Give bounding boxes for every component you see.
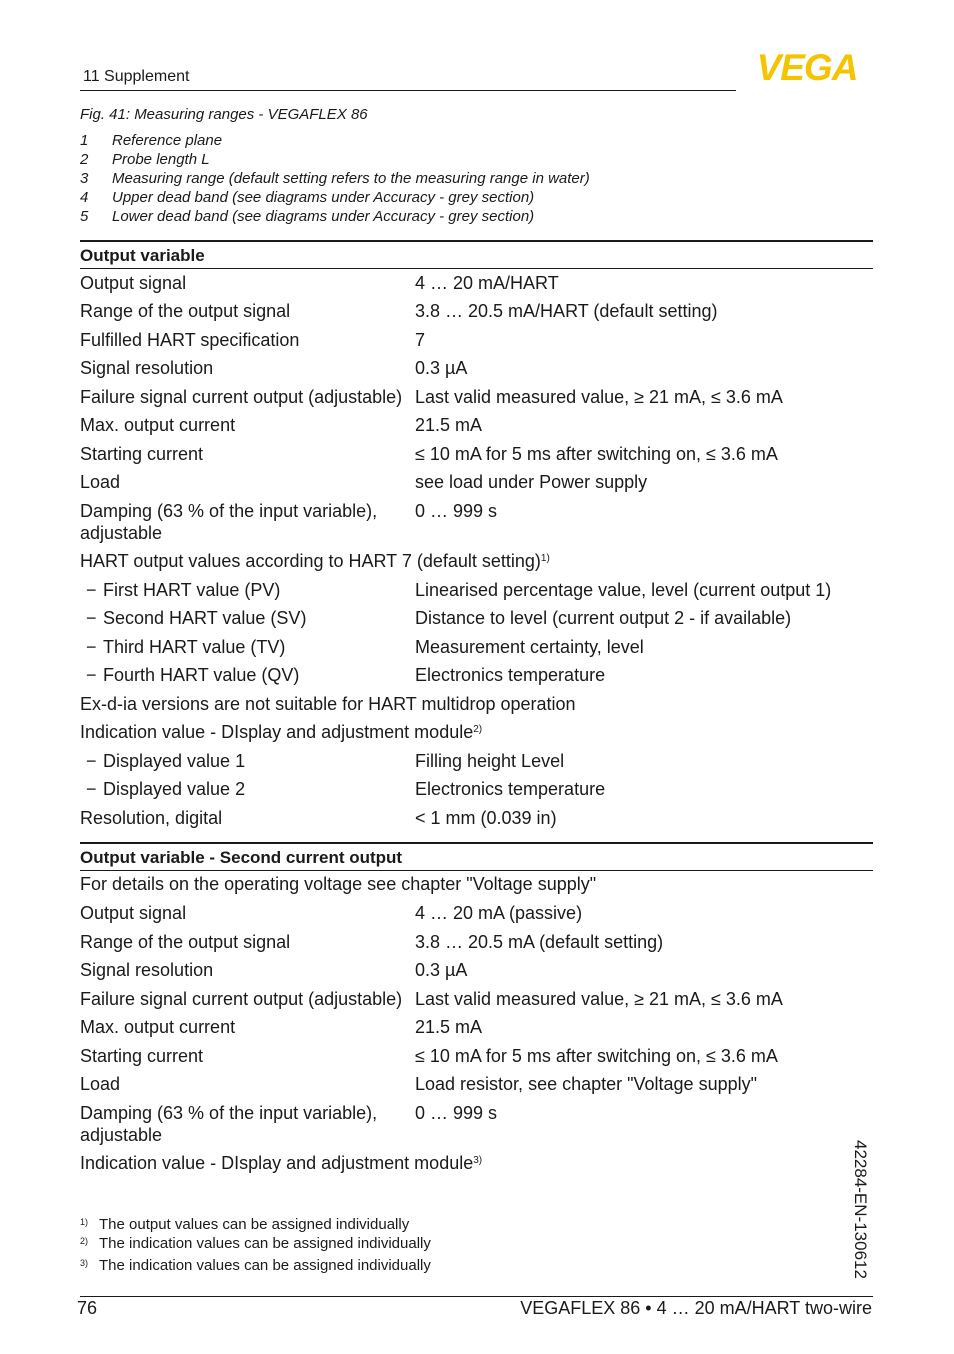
spec-label: First HART value (PV) [103,580,281,600]
footnote [80,1257,431,1274]
spec-value: 21.5 mA [415,1017,483,1037]
footnote [80,1235,431,1252]
footnote-text: The indication values can be assigned individually [99,1235,431,1252]
section-header: 11 Supplement [83,68,190,85]
spec-subheading-text [80,1152,482,1174]
figure-caption: Fig. 41: Measuring ranges - VEGAFLEX 86 [80,106,368,123]
spec-label: adjustable [80,1125,163,1145]
legend-number: 4 [80,189,89,206]
spec-value: 4 … 20 mA (passive) [415,903,583,923]
dash-bullet: − [86,751,97,771]
spec-label: Second HART value (SV) [103,608,307,628]
legend-item [80,150,590,169]
spec-value: Filling height Level [415,751,565,771]
hart-heading: HART output values according to HART 7 (default setting) [80,551,541,571]
dash-bullet: − [86,608,97,628]
dash-bullet: − [86,779,97,799]
spec-value: 4 … 20 mA/HART [415,273,559,293]
spec-label: Output signal [80,903,187,923]
dash-bullet: − [86,637,97,657]
vega-logo-text: VEGA [756,50,858,84]
spec-subheading-text [80,721,482,743]
spec-label: Output signal [80,273,187,293]
section-title-second-current-output: Output variable - Second current output [80,842,873,871]
spec-label: Displayed value 2 [103,779,246,799]
document-code: 42284-EN-130612 [851,1140,870,1279]
spec-label: Third HART value (TV) [103,637,286,657]
footnote-mark: 3) [80,1258,89,1268]
spec-value: see load under Power supply [415,472,648,492]
spec-label: Signal resolution [80,960,214,980]
spec-value: 0.3 µA [415,358,468,378]
spec-value: 0 … 999 s [415,501,498,521]
footnote [80,1216,409,1233]
figure-legend [80,131,590,226]
spec-value: Load resistor, see chapter "Voltage supply" [415,1074,757,1094]
header-rule [80,90,736,91]
spec-label: adjustable [80,523,163,543]
footer-rule [80,1296,873,1297]
footnote-mark: 1) [80,1217,89,1227]
legend-number: 2 [80,151,89,168]
legend-number: 3 [80,170,89,187]
spec-value: Measurement certainty, level [415,637,644,657]
spec-value: 0.3 µA [415,960,468,980]
indication-heading: Indication value - DIsplay and adjustment module [80,1153,474,1173]
indication-heading: Indication value - DIsplay and adjustment module [80,722,474,742]
spec-label: Displayed value 1 [103,751,246,771]
legend-text: Measuring range (default setting refers to the measuring range in water) [112,170,590,187]
spec-label: Range of the output signal [80,301,291,321]
dash-bullet: − [86,580,97,600]
spec-value: < 1 mm (0.039 in) [415,808,557,828]
spec-label: Signal resolution [80,358,214,378]
spec-label: Starting current [80,1046,204,1066]
spec-value: 3.8 … 20.5 mA (default setting) [415,932,664,952]
page-number: 76 [77,1298,98,1318]
spec-label: Damping (63 % of the input variable), [80,1103,378,1123]
spec-value: Electronics temperature [415,779,606,799]
spec-label: Failure signal current output (adjustable) [80,989,403,1009]
voltage-note: For details on the operating voltage see chapter "Voltage supply" [80,874,597,894]
spec-value: ≤ 10 mA for 5 ms after switching on, ≤ 3.6 mA [415,1046,778,1066]
spec-label: Max. output current [80,1017,236,1037]
section-title-output-variable: Output variable [80,240,873,269]
footnote-text: The indication values can be assigned individually [99,1257,431,1274]
legend-item [80,188,590,207]
spec-value: 0 … 999 s [415,1103,498,1123]
spec-value: Electronics temperature [415,665,606,685]
spec-label: Load [80,1074,121,1094]
footnote-ref: 2) [473,724,483,735]
spec-value: Last valid measured value, ≥ 21 mA, ≤ 3.6 mA [415,989,783,1009]
spec-value: ≤ 10 mA for 5 ms after switching on, ≤ 3.6 mA [415,444,778,464]
spec-label: Resolution, digital [80,808,223,828]
footnote-mark: 2) [80,1236,89,1246]
footnote-ref: 3) [473,1155,483,1166]
spec-label: Fourth HART value (QV) [103,665,300,685]
spec-label: Fulfilled HART specification [80,330,300,350]
spec-value: 7 [415,330,426,350]
spec-label: Failure signal current output (adjustable) [80,387,403,407]
footnote-text: The output values can be assigned individually [99,1216,410,1233]
spec-label: Damping (63 % of the input variable), [80,501,378,521]
footnote-ref: 1) [540,553,550,564]
spec-label: Max. output current [80,415,236,435]
legend-item [80,207,590,226]
dash-bullet: − [86,665,97,685]
footer-title: VEGAFLEX 86 • 4 … 20 mA/HART two-wire [520,1298,872,1318]
legend-item [80,169,590,188]
legend-number: 1 [80,132,89,149]
legend-text: Lower dead band (see diagrams under Accuracy - grey section) [112,208,535,225]
spec-value: Last valid measured value, ≥ 21 mA, ≤ 3.6 mA [415,387,783,407]
legend-number: 5 [80,208,89,225]
legend-item [80,131,590,150]
spec-subheading-text [80,550,550,572]
spec-label: Starting current [80,444,204,464]
spec-value: 3.8 … 20.5 mA/HART (default setting) [415,301,718,321]
legend-text: Reference plane [112,132,223,149]
legend-text: Probe length L [112,151,210,168]
spec-label: Load [80,472,121,492]
legend-text: Upper dead band (see diagrams under Accuracy - grey section) [112,189,535,206]
spec-label: Range of the output signal [80,932,291,952]
spec-value: Distance to level (current output 2 - if available) [415,608,792,628]
vega-logo [742,50,872,84]
spec-value: 21.5 mA [415,415,483,435]
spec-value: Linearised percentage value, level (current output 1) [415,580,832,600]
exd-note: Ex-d-ia versions are not suitable for HART multidrop operation [80,694,576,714]
